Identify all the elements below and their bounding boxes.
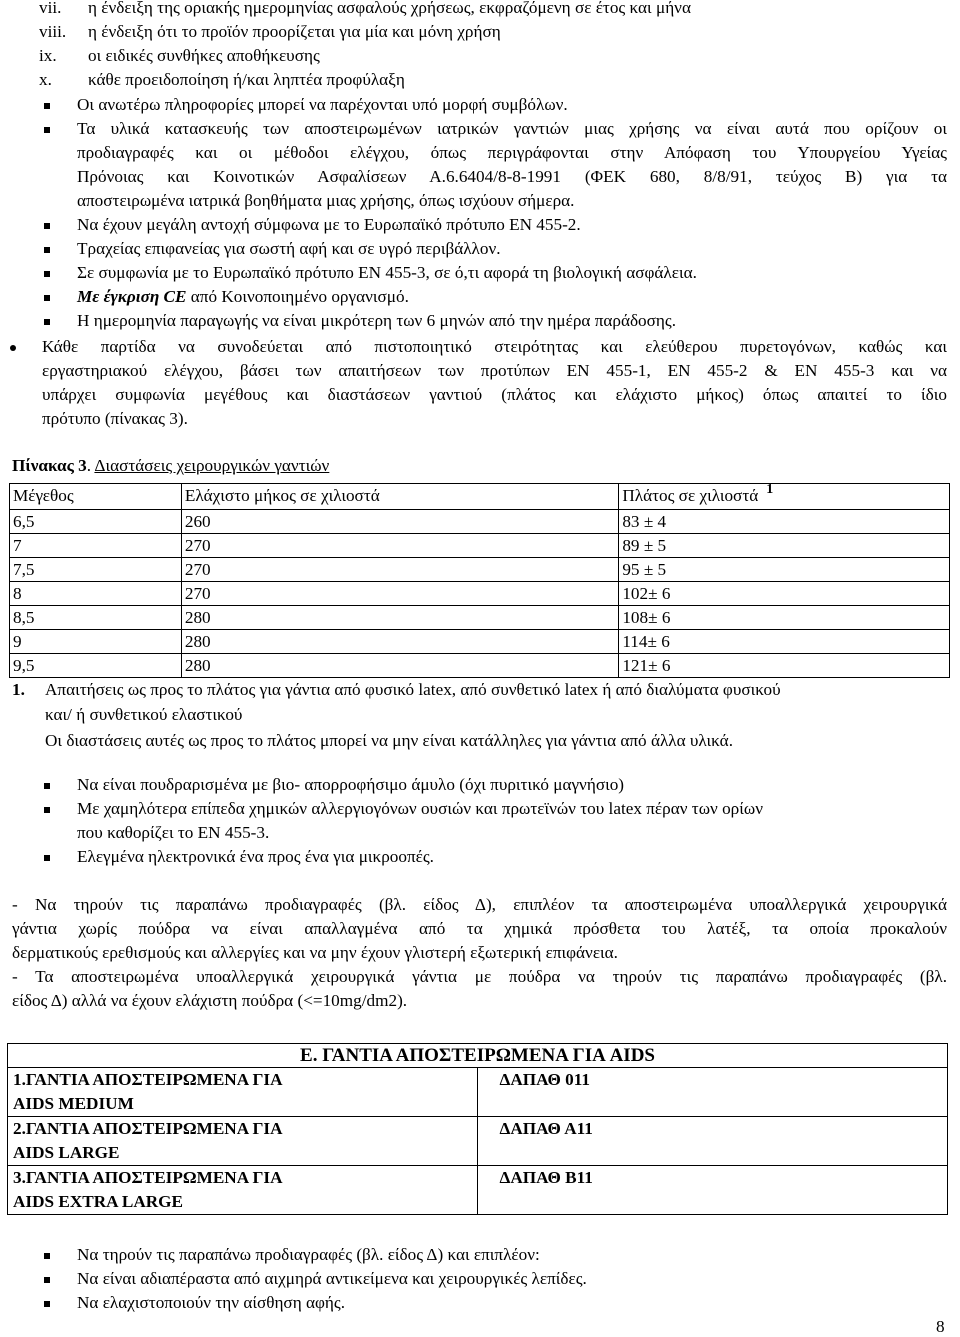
page-number: 8 [936, 1317, 945, 1336]
table3-caption-title: Διαστάσεις χειρουργικών γαντιών [94, 456, 330, 475]
aids-gloves-table [7, 1043, 948, 1215]
aids-title-row [8, 1044, 948, 1068]
round-bullet-icon [10, 345, 16, 351]
width-cell: 108± 6 [619, 606, 950, 630]
width-cell: 95 ± 5 [619, 558, 950, 582]
size-cell: 8 [10, 582, 182, 606]
square-bullet-icon [44, 271, 50, 277]
materials-text: αποστειρωμένα ιατρικά βοηθήματα μιας χρήσης, όπως ισχύουν σήμερα. [77, 191, 575, 210]
table-row [10, 582, 950, 606]
powdered-hypoallergenic-paragraph: - Τα αποστειρωμένα υποαλλεργικά χειρουργικά γάντια με πούδρα να τηρούν τις παραπάνω προδιαγραφές (βλ. [12, 967, 947, 986]
bottom-bullet-text: Να είναι αδιαπέραστα από αιχμηρά αντικείμενα και χειρουργικές λεπίδες. [77, 1269, 587, 1288]
width-cell: 114± 6 [619, 630, 950, 654]
ce-approval-text [77, 287, 409, 307]
table3-caption [12, 456, 329, 476]
square-bullet-icon [44, 807, 50, 813]
aids-item-cell [8, 1166, 478, 1215]
table-row [10, 654, 950, 678]
batch-paragraph: υπάρχει συμφωνία μεγέθους και διαστάσεων γαντιού (πλάτος και ελάχιστο μήκος) όπως απαιτεί το ίδιο [42, 385, 947, 404]
roman-item: η ένδειξη της οριακής ημερομηνίας ασφαλούς χρήσεως, εκφραζόμενη σε έτος και μήνα [88, 0, 691, 17]
table-row [10, 510, 950, 534]
square-bullet-icon [44, 319, 50, 325]
aids-item-cell [8, 1117, 478, 1166]
strength-text: Να έχουν μεγάλη αντοχή σύμφωνα με το Ευρωπαϊκό πρότυπο ΕΝ 455-2. [77, 215, 581, 234]
width-cell: 102± 6 [619, 582, 950, 606]
powdered-text: Να είναι πουδραρισμένα με βιο- απορροφήσιμο άμυλο (όχι πυριτικό μαγνήσιο) [77, 775, 625, 794]
aids-title: Ε. ΓΑΝΤΙΑ ΑΠΟΣΤΕΙΡΩΜΕΝΑ ΓΙΑ AIDS [8, 1044, 948, 1068]
width-cell: 83 ± 4 [619, 510, 950, 534]
size-cell: 8,5 [10, 606, 182, 630]
allergen-text: Με χαμηλότερα επίπεδα χημικών αλλεργιογόνων ουσιών και πρωτεϊνών του latex πέραν των ορίων [77, 799, 763, 818]
symbols-text: Οι ανωτέρω πληροφορίες μπορεί να παρέχονται υπό μορφή συμβόλων. [77, 95, 568, 114]
square-bullet-icon [44, 295, 50, 301]
table3-caption-separator: . [86, 456, 95, 475]
batch-paragraph: πρότυπο (πίνακας 3). [42, 409, 188, 428]
size-cell: 7 [10, 534, 182, 558]
table-row [8, 1068, 948, 1117]
size-cell: 6,5 [10, 510, 182, 534]
header-cell: Μέγεθος [10, 484, 182, 510]
batch-paragraph: εργαστηριακού ελέγχου, βάσει των απαιτήσεων των προτύπων ΕΝ 455-1, ΕΝ 455-2 & ΕΝ 455-3 και να [42, 361, 947, 380]
footnote-text: Απαιτήσεις ως προς το πλάτος για γάντια από φυσικό latex, από συνθετικό latex ή από διαλύματα φυσικού [45, 680, 781, 699]
square-bullet-icon [44, 127, 50, 133]
aids-item-name: 2.ΓΑΝΤΙΑ ΑΠΟΣΤΕΙΡΩΜΕΝΑ ΓΙΑ [13, 1119, 283, 1138]
aids-code-cell: ΔΑΠΑΘ Β11 [477, 1166, 947, 1215]
footnote-text: και/ ή συνθετικού ελαστικού [45, 705, 243, 724]
roman-item: η ένδειξη ότι το προϊόν προορίζεται για μία και μόνη χρήση [88, 22, 501, 41]
materials-text: Τα υλικά κατασκευής των αποστειρωμένων ιατρικών γαντιών μιας χρήσης να είναι αυτά που ορίζουν οι [77, 119, 947, 138]
size-cell: 9 [10, 630, 182, 654]
width-cell: 89 ± 5 [619, 534, 950, 558]
materials-text: προδιαγραφές και οι μέθοδοι ελέγχου, όπως περιγράφονται στην Απόφαση του Υπουργείου Υγείας [77, 143, 947, 162]
dimensions-table [9, 483, 950, 678]
square-bullet-icon [44, 103, 50, 109]
length-cell: 280 [181, 606, 618, 630]
square-bullet-icon [44, 223, 50, 229]
hypoallergenic-paragraph: γάντια χωρίς πούδρα να είναι απαλλαγμένα από τα χημικά πρόσθετα του λατέξ, τα οποία προκαλούν [12, 919, 947, 938]
table-row [10, 558, 950, 582]
footnote-marker: 1 [766, 482, 774, 497]
table3-caption-label: Πίνακας 3 [12, 456, 87, 475]
surface-text: Τραχείας επιφανείας για σωστή αφή και σε υγρό περιβάλλον. [77, 239, 501, 258]
roman-item: κάθε προειδοποίηση ή/και ληπτέα προφύλαξη [88, 70, 405, 89]
length-cell: 280 [181, 654, 618, 678]
table-row [8, 1117, 948, 1166]
aids-item-size: AIDS MEDIUM [13, 1094, 134, 1113]
header-cell [619, 484, 950, 510]
roman-num: x. [39, 70, 52, 89]
bottom-bullet-text: Να ελαχιστοποιούν την αίσθηση αφής. [77, 1293, 346, 1312]
length-cell: 270 [181, 534, 618, 558]
hypoallergenic-paragraph: δερματικούς ερεθισμούς και αλλεργίες και να μην έχουν γλιστερή εξωτερική επιφάνεια. [12, 943, 618, 962]
biosafety-text: Σε συμφωνία με το Ευρωπαϊκό πρότυπο ΕΝ 455-3, σε ό,τι αφορά τη βιολογική ασφάλεια. [77, 263, 697, 282]
footnote-extra-text: Οι διαστάσεις αυτές ως προς το πλάτος μπορεί να μην είναι κατάλληλες για γάντια από άλλα υλικά. [45, 731, 733, 750]
square-bullet-icon [44, 247, 50, 253]
materials-text: Πρόνοιας και Κοινοτικών Ασφαλίσεων Α.6.6404/8-8-1991 (ΦΕΚ 680, 8/8/91, τεύχος Β) για τα [77, 167, 947, 186]
roman-num: vii. [39, 0, 62, 17]
allergen-text: που καθορίζει το ΕΝ 455-3. [77, 823, 270, 842]
length-cell: 270 [181, 582, 618, 606]
square-bullet-icon [44, 783, 50, 789]
hypoallergenic-paragraph: - Να τηρούν τις παραπάνω προδιαγραφές (βλ. είδος Δ), επιπλέον τα αποστειρωμένα υποαλλεργικά χειρουργικά [12, 895, 947, 914]
ce-approval-bold: Με έγκριση CE [77, 287, 187, 306]
aids-item-size: AIDS LARGE [13, 1143, 120, 1162]
powdered-hypoallergenic-paragraph: είδος Δ) αλλά να έχουν ελάχιστη πούδρα (<=10mg/dm2). [12, 991, 408, 1010]
production-date-text: Η ημερομηνία παραγωγής να είναι μικρότερη των 6 μηνών από την ημέρα παράδοσης. [77, 311, 677, 330]
table-row [10, 606, 950, 630]
aids-code-cell: ΔΑΠΑΘ Α11 [477, 1117, 947, 1166]
table-row [8, 1166, 948, 1215]
table-header-row [10, 484, 950, 510]
header-cell: Ελάχιστο μήκος σε χιλιοστά [181, 484, 618, 510]
table-row [10, 630, 950, 654]
square-bullet-icon [44, 1301, 50, 1307]
aids-code-cell: ΔΑΠΑΘ 011 [477, 1068, 947, 1117]
aids-item-cell [8, 1068, 478, 1117]
aids-item-size: AIDS EXTRA LARGE [13, 1192, 184, 1211]
aids-item-name: 1.ΓΑΝΤΙΑ ΑΠΟΣΤΕΙΡΩΜΕΝΑ ΓΙΑ [13, 1070, 283, 1089]
ce-approval-rest: από Κοινοποιημένο οργανισμό. [186, 287, 409, 306]
width-cell: 121± 6 [619, 654, 950, 678]
bottom-bullet-text: Να τηρούν τις παραπάνω προδιαγραφές (βλ. είδος Δ) και επιπλέον: [77, 1245, 540, 1264]
length-cell: 270 [181, 558, 618, 582]
electronic-test-text: Ελεγμένα ηλεκτρονικά ένα προς ένα για μικροοπές. [77, 847, 434, 866]
header-width-label: Πλάτος σε χιλιοστά [622, 486, 759, 505]
length-cell: 280 [181, 630, 618, 654]
square-bullet-icon [44, 1253, 50, 1259]
aids-item-name: 3.ΓΑΝΤΙΑ ΑΠΟΣΤΕΙΡΩΜΕΝΑ ΓΙΑ [13, 1168, 283, 1187]
square-bullet-icon [44, 855, 50, 861]
table-row [10, 534, 950, 558]
roman-item: οι ειδικές συνθήκες αποθήκευσης [88, 46, 320, 65]
footnote-number: 1. [12, 680, 25, 699]
size-cell: 7,5 [10, 558, 182, 582]
square-bullet-icon [44, 1277, 50, 1283]
size-cell: 9,5 [10, 654, 182, 678]
roman-num: ix. [39, 46, 57, 65]
length-cell: 260 [181, 510, 618, 534]
roman-num: viii. [39, 22, 67, 41]
batch-paragraph: Κάθε παρτίδα να συνοδεύεται από πιστοποιητικό στειρότητας και ελεύθερου πυρετογόνων, καθώς και [42, 337, 947, 356]
